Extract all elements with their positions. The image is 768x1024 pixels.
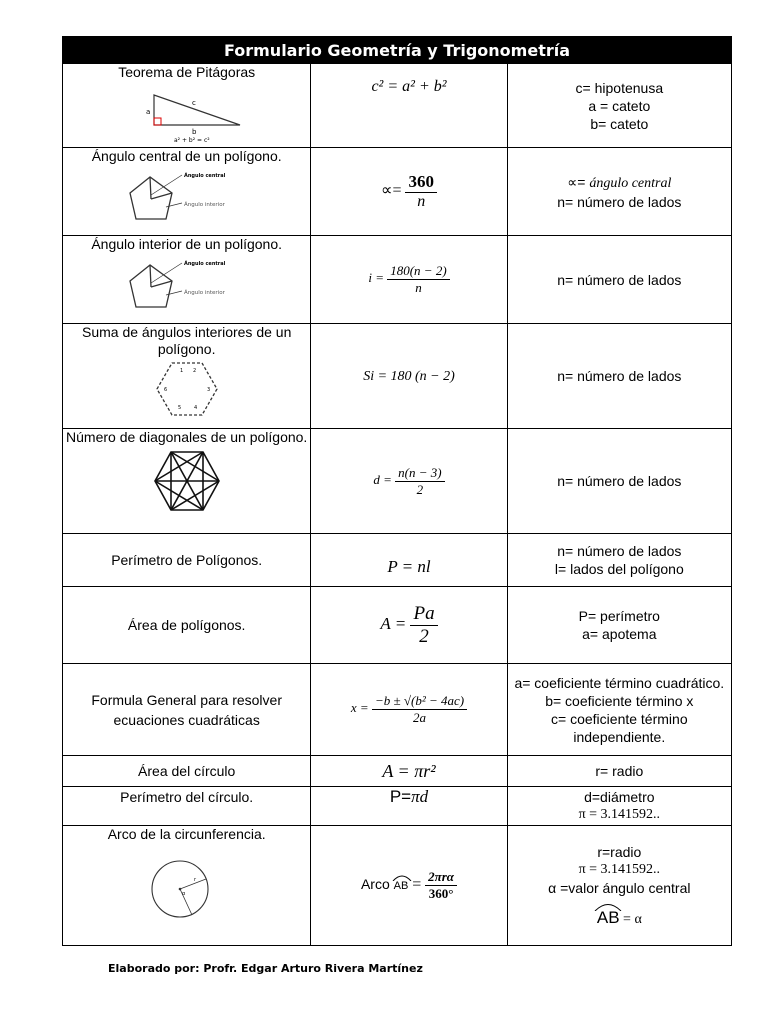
formula-cell (311, 826, 507, 946)
arc-equals-alpha: = α (619, 911, 642, 927)
angle-label: 3 (206, 387, 210, 393)
table-row (63, 148, 732, 236)
desc-line: l= lados del polígono (554, 561, 684, 577)
formula-lhs: ∝= (381, 182, 402, 200)
formula-cell (311, 587, 507, 664)
row-name-cell (63, 664, 311, 756)
formula-lhs: d = (373, 471, 392, 487)
fraction (405, 172, 437, 211)
label-c: c (191, 99, 196, 107)
formula-sheet (62, 36, 732, 946)
circle-arc-figure (122, 845, 252, 931)
formula-rhs: πd (411, 787, 429, 806)
row-name: Ángulo interior de un polígono. (91, 236, 283, 252)
row-name: Ángulo central de un polígono. (91, 148, 282, 164)
pentagon-central-angle-figure (122, 167, 252, 231)
row-name-cell (63, 787, 311, 826)
desc-line: a= apotema (582, 626, 657, 642)
diagonals-formula (373, 464, 444, 497)
angle-label: 4 (193, 405, 197, 411)
circle-perimeter-formula (390, 787, 428, 806)
fraction-denominator: 2 (416, 481, 424, 497)
hexagon-interior-angles-figure (122, 360, 252, 420)
fraction-numerator: 360 (405, 172, 437, 193)
formula-lhs: i = (368, 270, 384, 286)
desc-cell (507, 787, 731, 826)
central-angle-label: Ángulo central (183, 261, 225, 267)
desc-cell (507, 826, 731, 946)
angle-label: 2 (192, 368, 196, 374)
row-name-cell (63, 587, 311, 664)
title-row (63, 37, 732, 64)
desc-line: n= número de lados (557, 543, 682, 559)
radius-label: r (193, 877, 196, 883)
label-b: b (191, 128, 197, 136)
table-row (63, 664, 732, 756)
row-name-cell (63, 826, 311, 946)
interior-angle-label: Ángulo interior (183, 290, 225, 296)
arc-alpha-line (508, 909, 731, 929)
desc-line (508, 173, 731, 193)
pythagoras-formula: c² = a² + b² (371, 78, 447, 95)
desc-line: n= número de lados (557, 271, 682, 288)
formula-cell (311, 236, 507, 324)
fraction (395, 465, 444, 498)
right-triangle-figure (122, 83, 252, 143)
fraction-numerator: 180(n − 2) (387, 263, 449, 280)
arc-icon (392, 875, 412, 881)
fraction-numerator: 2πrα (425, 869, 457, 886)
fraction-denominator: 2a (413, 710, 427, 725)
desc-line: α =valor ángulo central (548, 879, 691, 896)
central-angle-formula (381, 172, 437, 210)
arc-symbol (597, 909, 620, 927)
perimeter-formula: P = nl (387, 557, 431, 576)
fraction (410, 603, 437, 648)
table-row (63, 826, 732, 946)
desc-line: n= número de lados (557, 368, 682, 384)
table-row (63, 64, 732, 148)
desc-line: b= coeficiente término x (545, 692, 694, 709)
row-name-cell (63, 324, 311, 429)
formula-table (62, 36, 732, 946)
desc-cell (507, 64, 731, 148)
desc-symbol: ∝= (567, 173, 590, 190)
formula-cell (311, 756, 507, 787)
angle-label: 1 (179, 368, 183, 374)
desc-cell (507, 664, 731, 756)
formula-cell (311, 429, 507, 534)
desc-line: c= hipotenusa (575, 79, 664, 96)
formula-cell (311, 64, 507, 148)
fraction (372, 693, 467, 726)
interior-angle-label: Ángulo interior (183, 202, 225, 208)
formula-cell (311, 324, 507, 429)
fraction-numerator: n(n − 3) (395, 465, 444, 482)
row-name: Perímetro de Polígonos. (111, 551, 263, 568)
row-name: Arco de la circunferencia. (107, 826, 266, 842)
angle-label: 6 (163, 387, 167, 393)
desc-line: d=diámetro (584, 789, 655, 805)
alpha-label: α (181, 891, 185, 897)
angle-sum-formula: Si = 180 (n − 2) (363, 369, 455, 384)
label-a: a (145, 108, 150, 116)
fraction-denominator: n (415, 280, 422, 295)
fraction-denominator: 2 (419, 625, 429, 647)
sheet-title: Formulario Geometría y Trigonometría (63, 37, 732, 64)
row-name: Área del círculo (138, 762, 236, 779)
desc-cell (507, 587, 731, 664)
table-row (63, 787, 732, 826)
table-row (63, 534, 732, 587)
desc-line: r= radio (595, 763, 644, 779)
row-name: Área de polígonos. (127, 616, 246, 633)
table-row (63, 429, 732, 534)
row-name: Número de diagonales de un polígono. (66, 429, 308, 445)
arc-equals: = (412, 876, 422, 894)
central-angle-label: Ángulo central (183, 173, 225, 179)
desc-cell (507, 429, 731, 534)
table-row (63, 236, 732, 324)
desc-line: n= número de lados (557, 193, 682, 210)
desc-line: n= número de lados (557, 473, 682, 489)
desc-cell (507, 756, 731, 787)
arc-symbol (394, 880, 409, 892)
arc-prefix: Arco (360, 876, 390, 893)
table-row (63, 756, 732, 787)
row-name-cell (63, 148, 311, 236)
arc-letters: AB (393, 880, 409, 893)
fraction-numerator: Pa (410, 603, 437, 626)
fraction (425, 869, 457, 902)
row-name: Suma de ángulos interiores de un polígono. (82, 324, 292, 357)
fraction-numerator: −b ± √(b² − 4ac) (372, 693, 467, 710)
desc-line: b= cateto (590, 115, 649, 132)
desc-cell (507, 534, 731, 587)
formula-cell (311, 664, 507, 756)
table-row (63, 587, 732, 664)
desc-line: π = 3.141592.. (578, 861, 661, 877)
pentagon-interior-angle-figure (122, 255, 252, 319)
table-row (63, 324, 732, 429)
formula-lhs: P= (389, 787, 412, 806)
formula-cell (311, 534, 507, 587)
fraction-denominator: 360° (428, 886, 454, 901)
author-footer: Elaborado por: Profr. Edgar Arturo Rivera Martínez (108, 962, 423, 975)
interior-angle-formula (368, 263, 449, 295)
row-name-cell (63, 429, 311, 534)
row-name: Teorema de Pitágoras (118, 64, 256, 80)
pythagoras-caption: a² + b² = c² (173, 137, 210, 143)
row-name: Formula General para resolver ecuaciones cuadráticas (91, 691, 282, 728)
desc-line: π = 3.141592.. (578, 807, 661, 822)
arc-formula (360, 869, 457, 901)
polygon-area-formula (380, 602, 437, 647)
row-name-cell (63, 64, 311, 148)
circle-area-formula: A = πr² (382, 760, 436, 781)
formula-lhs: A = (380, 613, 407, 633)
formula-cell (311, 148, 507, 236)
quadratic-formula (350, 693, 467, 725)
desc-line: a = cateto (588, 97, 651, 114)
desc-line: r=radio (597, 843, 642, 860)
angle-label: 5 (177, 405, 181, 411)
desc-line: c= coeficiente término independiente. (551, 710, 688, 745)
fraction (387, 263, 449, 296)
row-name-cell (63, 756, 311, 787)
desc-cell (507, 148, 731, 236)
desc-cell (507, 236, 731, 324)
desc-line: a= coeficiente término cuadrático. (514, 674, 725, 691)
formula-lhs: x = (350, 700, 369, 716)
row-name-cell (63, 236, 311, 324)
desc-line: P= perímetro (578, 608, 660, 624)
desc-cell (507, 324, 731, 429)
hexagon-diagonals-figure (122, 448, 252, 514)
row-name: Perímetro del círculo. (120, 789, 254, 805)
formula-cell (311, 787, 507, 826)
desc-symbol-text: ángulo central (589, 175, 672, 191)
fraction-denominator: n (417, 193, 426, 210)
arc-icon (594, 903, 622, 911)
row-name-cell (63, 534, 311, 587)
arc-letters: AB (596, 907, 620, 927)
